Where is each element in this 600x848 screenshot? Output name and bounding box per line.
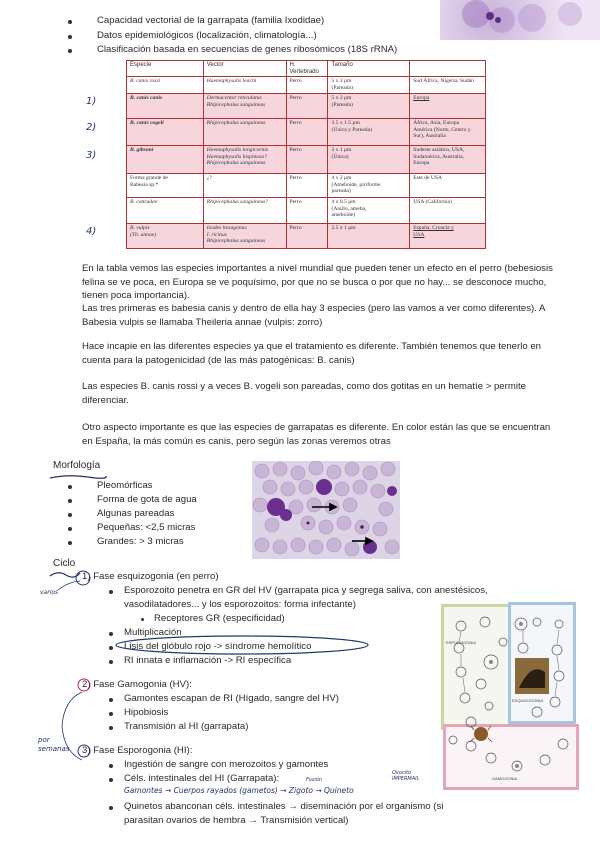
handwritten-arrow xyxy=(56,578,82,592)
blood-cells-figure xyxy=(440,0,600,40)
phase-2-heading: 2) Fase Gamogonia (HV): xyxy=(82,679,192,690)
species-cell: B. canis rossi xyxy=(127,77,204,94)
babesia-life-cycle-diagram xyxy=(441,602,581,792)
list-item: RI innata e inflamación -> RI específica xyxy=(124,655,292,666)
paragraph: Las tres primeras es babesia canis y dentro de ella hay 3 especies (pero las vamos a ver como diferentes). A Babesia vulpis se llamaba Theileria annae (vulpis: zorro) xyxy=(82,303,545,328)
bullet-dot xyxy=(68,499,72,503)
size-cell: 5 x 2 μm (Pareada) xyxy=(328,94,410,119)
paragraph: En la tabla vemos las especies importantes a nivel mundial que pueden tener un efecto en el perro (bebesiosis felina se ve poca, en Europa se ve poquísimo, por que no se busca o por que no hay... se desconoce mucho, tienen poca importancia). xyxy=(82,263,553,301)
bullet-dot xyxy=(68,35,72,39)
bullet-dot xyxy=(109,590,113,594)
list-item: Hipobiosis xyxy=(124,707,169,718)
margin-note: varios xyxy=(40,589,59,596)
region-cell: África, Asia, Europa América (Norte, Centro y Sur), Australia xyxy=(410,119,486,146)
host-cell: Perro xyxy=(286,174,328,198)
list-item: Datos epidemiológicos (localización, climatología...) xyxy=(97,30,317,41)
table-header-cell: Especie xyxy=(127,61,204,77)
region-cell: USA (California) xyxy=(410,198,486,224)
handwritten-flow: Gamontes → Cuerpos rayados (gametos) → Zigoto → Quineto xyxy=(124,786,354,795)
list-item: Pequeñas: <2,5 micras xyxy=(97,522,196,533)
list-item: Lisis del glóbulo rojo -> síndrome hemolítico xyxy=(124,641,312,652)
section-title-morfologia: Morfología xyxy=(53,460,101,471)
table-header-cell: Vector xyxy=(203,61,286,77)
section-title-ciclo: Ciclo xyxy=(53,558,76,569)
bullet-dot xyxy=(68,485,72,489)
list-item: Forma de gota de agua xyxy=(97,494,197,505)
paragraph: Hace incapie en las diferentes especies ya que el tratamiento es diferente. También tenemos que tenerlo en cuenta para la patogenicidad (de las más patogénicas: B. canis) xyxy=(82,341,542,366)
list-item: Céls. intestinales del HI (Garrapata): xyxy=(124,773,280,784)
table-header-row xyxy=(127,61,486,77)
diagram-label: ESQUIZOGONIA xyxy=(512,698,543,703)
list-item: Ingestión de sangre con merozoitos y gamontes xyxy=(124,759,329,770)
size-cell: 3 x 1 μm (Única) xyxy=(328,146,410,174)
phase-3-heading: 3) Fase Esporogonia (HI): xyxy=(82,745,193,756)
diagram-label: GAMOGONIA xyxy=(492,776,518,781)
vector-cell: ¿? xyxy=(203,174,286,198)
host-cell: Perro xyxy=(286,198,328,224)
handwritten-bracket xyxy=(56,690,86,762)
bullet-dot xyxy=(68,527,72,531)
bullet-dot xyxy=(109,660,113,664)
region-cell: España, Croacia y USA xyxy=(410,224,486,249)
bullet-dot xyxy=(141,618,144,621)
list-item: Grandes: > 3 micras xyxy=(97,536,184,547)
list-item: Quinetos abanconan céls. intestinales → diseminación por el organismo (si parasitan ovarios de hembra → Transmisión vertical) xyxy=(124,801,444,826)
bullet-dot xyxy=(68,20,72,24)
species-cell: B. conradae xyxy=(127,198,204,224)
bullet-dot xyxy=(109,726,113,730)
handwritten-note: Ovocito IMPERMAIL xyxy=(392,770,420,782)
host-cell: Perro xyxy=(286,94,328,119)
bullet-dot xyxy=(68,541,72,545)
size-cell: 5 x 2 μm (Pareada) xyxy=(328,77,410,94)
margin-note: por semanas xyxy=(38,736,70,753)
species-cell: B. vulpis (Th. annae) xyxy=(127,224,204,249)
red-blood-cells-figure xyxy=(252,461,400,559)
table-header-cell xyxy=(410,61,486,77)
table-row xyxy=(127,146,486,174)
vector-cell: Haemaphysalis leachi xyxy=(203,77,286,94)
bullet-dot xyxy=(68,49,72,53)
phase-1-item-1: Esporozoito penetra en GR del HV (garrapata pica y segrega saliva, con anestésicos, vasodilatadores... y los esporozoitos: forma infectante) xyxy=(124,585,488,610)
handwritten-note: Fusión xyxy=(306,777,323,783)
table-row xyxy=(127,198,486,224)
list-item: Clasificación basada en secuencias de genes ribosómicos (18S rRNA) xyxy=(97,44,398,55)
margin-number: 2) xyxy=(86,122,97,133)
species-cell: Forma grande de Babesia sp.* xyxy=(127,174,204,198)
vector-cell: Rhipicephalus sanguineus xyxy=(203,119,286,146)
list-item: Multiplicación xyxy=(124,627,182,638)
host-cell: Perro xyxy=(286,146,328,174)
size-cell: 2.5 x 1 μm xyxy=(328,224,410,249)
host-cell: Perro xyxy=(286,77,328,94)
table-row xyxy=(127,77,486,94)
table-row xyxy=(127,224,486,249)
host-cell: Perro xyxy=(286,119,328,146)
handwritten-ellipse xyxy=(112,634,372,656)
host-cell: Perro xyxy=(286,224,328,249)
paragraph: Otro aspecto importante es que las especies de garrapatas es diferente. En color están las que se encuentran en España, la más común es canis, pero según las zonas veremos otras xyxy=(82,422,551,447)
size-cell: 4 x 0.5 μm (Anillo, ameba, ameboide) xyxy=(328,198,410,224)
margin-number: 1) xyxy=(86,96,97,107)
region-cell: Europa xyxy=(410,94,486,119)
table-header-cell: H. Vertebrado xyxy=(286,61,328,77)
bullet-dot xyxy=(109,806,113,810)
phase-1-heading: 1) Fase esquizogonia (en perro) xyxy=(82,571,219,582)
bullet-dot xyxy=(109,778,113,782)
list-item: Transmisión al HI (garrapata) xyxy=(124,721,249,732)
blood-smear-micrograph xyxy=(252,461,400,559)
list-item: Pleomórficas xyxy=(97,480,153,491)
species-table-wrapper xyxy=(126,60,486,249)
bullet-dot xyxy=(68,513,72,517)
bullet-dot xyxy=(109,712,113,716)
region-cell: Sudeste asiático, USA, Sudamérica, Australia, Europa xyxy=(410,146,486,174)
region-cell: Sud África, Nigeria, Sudán xyxy=(410,77,486,94)
list-item: Capacidad vectorial de la garrapata (familia Ixodidae) xyxy=(97,15,325,26)
species-table xyxy=(126,60,486,249)
bullet-dot xyxy=(109,698,113,702)
margin-number: 3) xyxy=(86,150,97,161)
diagram-label: ESPOROGONIA xyxy=(446,640,477,645)
list-item: Algunas pareadas xyxy=(97,508,175,519)
bullet-dot xyxy=(109,764,113,768)
vector-cell: Rhipicephalus sanguineus? xyxy=(203,198,286,224)
size-cell: 3.5 x 1.5 μm (Única y Pareada) xyxy=(328,119,410,146)
species-cell: B. canis canis xyxy=(127,94,204,119)
table-header-cell: Tamaño xyxy=(328,61,410,77)
vector-cell: Ixodes hexagonus I. ricinus Rhipicephalus sanguineus xyxy=(203,224,286,249)
table-row xyxy=(127,119,486,146)
list-item: Gamontes escapan de RI (Hígado, sangre del HV) xyxy=(124,693,339,704)
margin-number: 4) xyxy=(86,226,97,237)
species-cell: B. canis vogeli xyxy=(127,119,204,146)
table-row xyxy=(127,94,486,119)
vector-cell: Dermacentor reticulatus Rhipicephalus sanguineus xyxy=(203,94,286,119)
species-cell: B. gibsoni xyxy=(127,146,204,174)
region-cell: Este de USA xyxy=(410,174,486,198)
paragraph: Las especies B. canis rossi y a veces B. vogeli son pareadas, como dos gotitas en un hematíe > permite diferenciar. xyxy=(82,381,526,406)
size-cell: 4 x 2 μm (Ameboide, piriforme pareada) xyxy=(328,174,410,198)
table-row xyxy=(127,174,486,198)
blood-smear-image-top xyxy=(440,0,600,40)
vector-cell: Haemaphysalis longicornis Haemaphysalis bispinosa? Rhipicephalus sanguineus xyxy=(203,146,286,174)
list-item: Receptores GR (especificidad) xyxy=(154,613,285,624)
